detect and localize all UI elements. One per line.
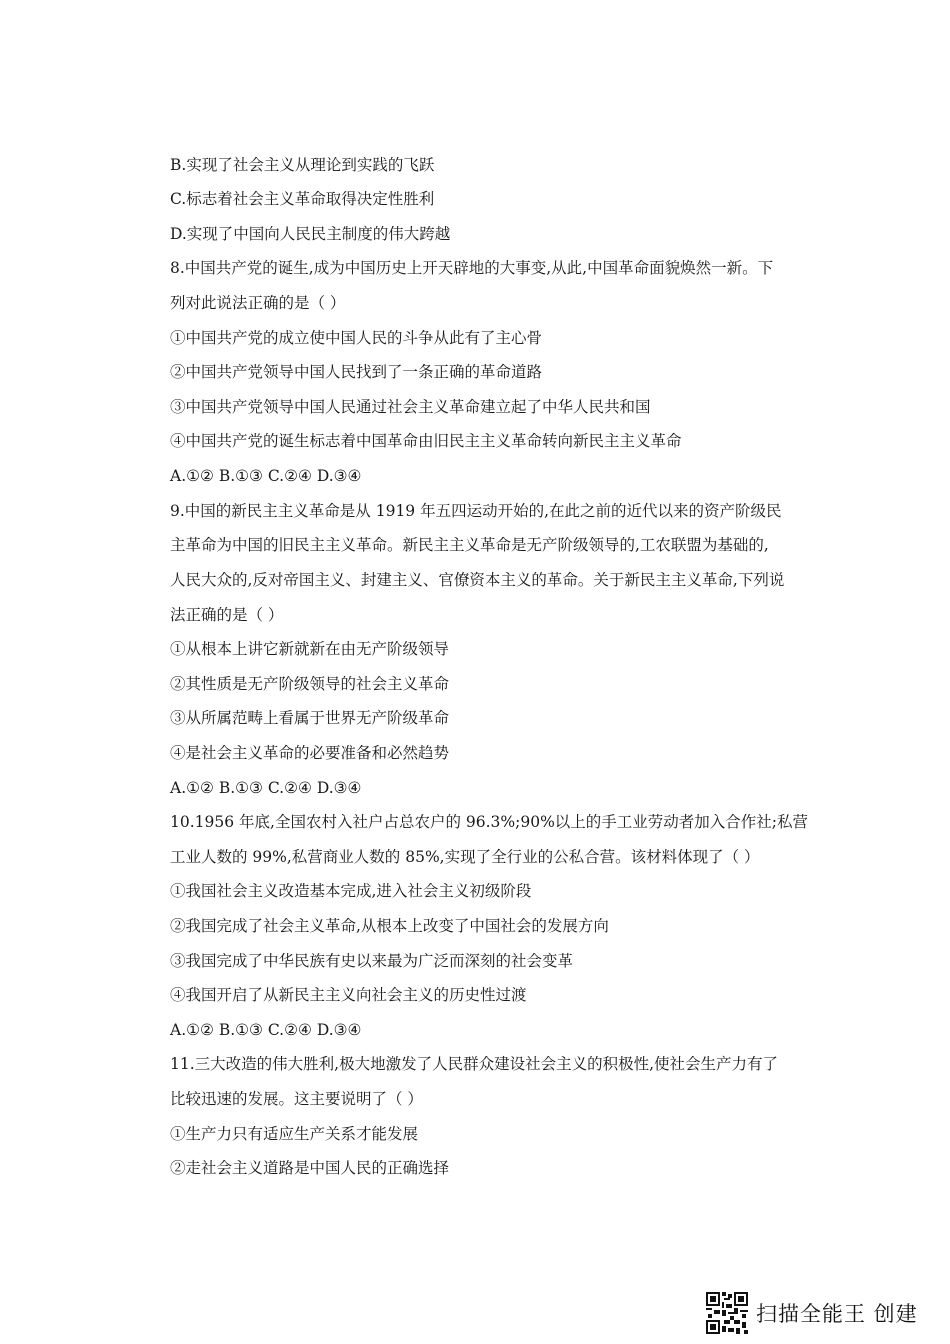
statement-line: ②走社会主义道路是中国人民的正确选择 [170, 1159, 450, 1177]
qr-code-icon [706, 1292, 748, 1334]
question-11-text: 11.三大改造的伟大胜利,极大地激发了人民群众建设社会主义的积极性,使社会生产力有了 [170, 1055, 779, 1073]
option-line: C.标志着社会主义革命取得决定性胜利 [170, 190, 435, 208]
statement-line: ③中国共产党领导中国人民通过社会主义革命建立起了中华人民共和国 [170, 398, 651, 416]
statement-line: ①我国社会主义改造基本完成,进入社会主义初级阶段 [170, 882, 532, 900]
statement-line: ②中国共产党领导中国人民找到了一条正确的革命道路 [170, 363, 543, 381]
question-9-text: 9.中国的新民主主义革命是从 1919 年五四运动开始的,在此之前的近代以来的资产阶级民 [170, 502, 782, 520]
statement-line: ①从根本上讲它新就新在由无产阶级领导 [170, 640, 450, 658]
statement-line: ③从所属范畴上看属于世界无产阶级革命 [170, 709, 450, 727]
option-line: D.实现了中国向人民民主制度的伟大跨越 [170, 225, 451, 243]
answer-options: A.①② B.①③ C.②④ D.③④ [170, 779, 362, 797]
scanner-watermark [706, 1292, 918, 1334]
statement-line: ②我国完成了社会主义革命,从根本上改变了中国社会的发展方向 [170, 917, 609, 935]
question-9-text: 主革命为中国的旧民主主义革命。新民主主义革命是无产阶级领导的,工农联盟为基础的, [170, 536, 769, 554]
answer-options: A.①② B.①③ C.②④ D.③④ [170, 467, 362, 485]
statement-line: ④我国开启了从新民主主义向社会主义的历史性过渡 [170, 986, 527, 1004]
question-11-text: 比较迅速的发展。这主要说明了（ ） [170, 1090, 423, 1108]
question-8-text: 列对此说法正确的是（ ） [170, 294, 346, 312]
option-line: B.实现了社会主义从理论到实践的飞跃 [170, 156, 435, 174]
question-10-text: 工业人数的 99%,私营商业人数的 85%,实现了全行业的公私合营。该材料体现了（ ） [170, 848, 760, 866]
statement-line: ①中国共产党的成立使中国人民的斗争从此有了主心骨 [170, 329, 543, 347]
answer-options: A.①② B.①③ C.②④ D.③④ [170, 1021, 362, 1039]
question-9-text: 人民大众的,反对帝国主义、封建主义、官僚资本主义的革命。关于新民主主义革命,下列说 [170, 571, 785, 589]
watermark-text: 扫描全能王 创建 [756, 1302, 918, 1326]
question-9-text: 法正确的是（ ） [170, 606, 284, 624]
statement-line: ③我国完成了中华民族有史以来最为广泛而深刻的社会变革 [170, 952, 574, 970]
question-10-text: 10.1956 年底,全国农村入社户占总农户的 96.3%;90%以上的手工业劳动者加入合作社;私营 [170, 813, 809, 831]
question-8-text: 8.中国共产党的诞生,成为中国历史上开天辟地的大事变,从此,中国革命面貌焕然一新。下 [170, 259, 774, 277]
statement-line: ④中国共产党的诞生标志着中国革命由旧民主主义革命转向新民主主义革命 [170, 432, 682, 450]
statement-line: ②其性质是无产阶级领导的社会主义革命 [170, 675, 450, 693]
statement-line: ①生产力只有适应生产关系才能发展 [170, 1125, 419, 1143]
statement-line: ④是社会主义革命的必要准备和必然趋势 [170, 744, 450, 762]
